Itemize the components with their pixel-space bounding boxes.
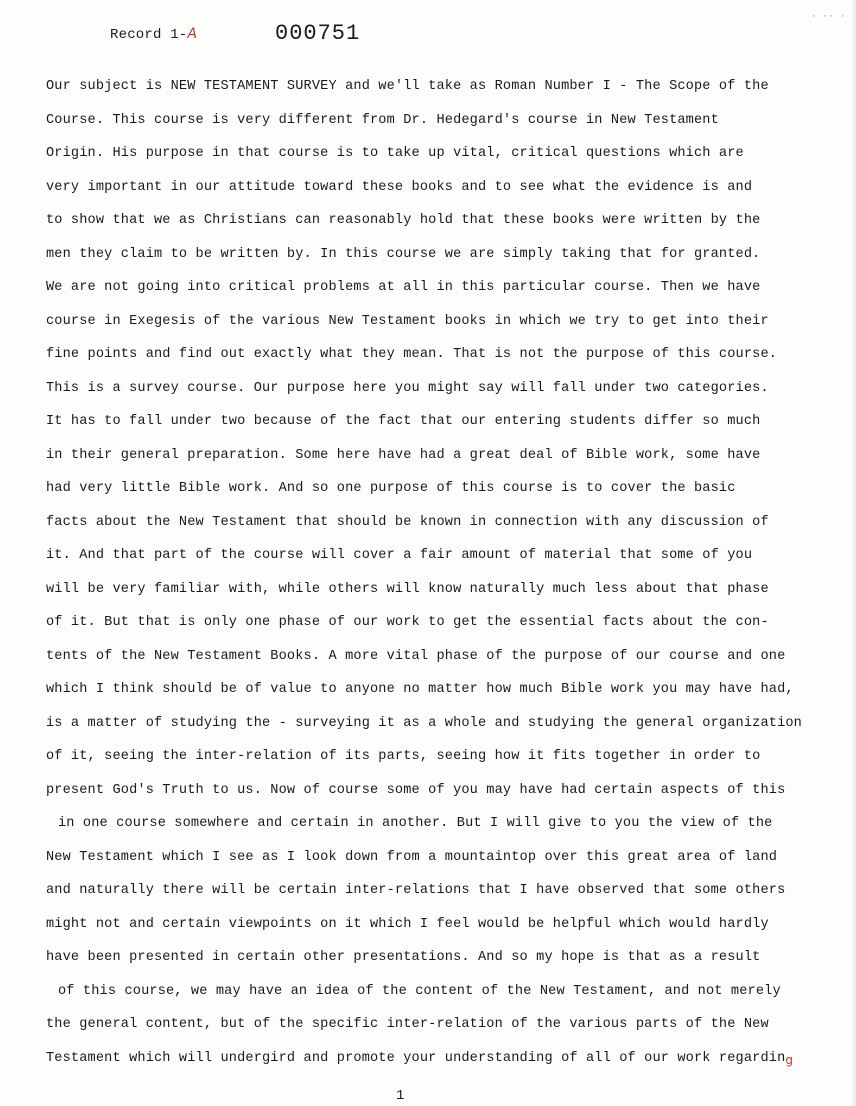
text-line: might not and certain viewpoints on it which I feel would be helpful which would hardly	[46, 916, 769, 932]
record-label	[110, 26, 197, 43]
text-line: Our subject is NEW TESTAMENT SURVEY and we'll take as Roman Number I - The Scope of the	[46, 79, 769, 94]
record-handwritten-mark: A	[187, 26, 198, 42]
text-line: This is a survey course. Our purpose here you might say will fall under two categories.	[46, 380, 769, 396]
transcript-body	[46, 70, 836, 1075]
document-number: 000751	[275, 21, 361, 46]
handwritten-correction-mark: g	[785, 1052, 794, 1067]
text-line: it. And that part of the course will cover a fair amount of material that some of you	[46, 548, 753, 563]
text-line: is a matter of studying the - surveying it as a whole and studying the general organization	[46, 715, 802, 731]
text-line: have been presented in certain other presentations. And so my hope is that as a result	[46, 950, 761, 965]
text-line: of it. But that is only one phase of our work to get the essential facts about the con-	[46, 615, 769, 630]
text-line: which I think should be of value to anyone no matter how much Bible work you may have had,	[46, 682, 794, 697]
text-line: course in Exegesis of the various New Testament books in which we try to get into their	[46, 313, 769, 329]
scan-edge-shadow	[850, 0, 856, 1106]
text-line: had very little Bible work. And so one purpose of this course is to cover the basic	[46, 481, 736, 496]
text-line: We are not going into critical problems at all in this particular course. Then we have	[46, 280, 761, 295]
text-line: of this course, we may have an idea of the content of the New Testament, and not merely	[58, 983, 781, 999]
text-line: will be very familiar with, while others will know naturally much less about that phase	[46, 581, 769, 597]
text-line: very important in our attitude toward these books and to see what the evidence is and	[46, 179, 753, 195]
text-line-last-content: Testament which will undergird and promote your understanding of all of our work regardin	[46, 1050, 786, 1066]
scan-speckle: · ·· ·	[811, 12, 846, 21]
text-line: tents of the New Testament Books. A more vital phase of the purpose of our course and one	[46, 648, 786, 664]
text-line: Origin. His purpose in that course is to take up vital, critical questions which are	[46, 146, 744, 161]
record-label-text: Record 1-	[110, 27, 188, 43]
text-line: fine points and find out exactly what they mean. That is not the purpose of this course.	[46, 347, 778, 362]
text-line: in one course somewhere and certain in another. But I will give to you the view of the	[58, 816, 773, 831]
text-line: facts about the New Testament that should be known in connection with any discussion of	[46, 514, 769, 530]
text-line: to show that we as Christians can reasonably hold that these books were written by the	[46, 213, 761, 228]
text-line: the general content, but of the specific inter-relation of the various parts of the New	[46, 1017, 769, 1032]
text-line: and naturally there will be certain inter-relations that I have observed that some others	[46, 883, 786, 898]
text-line: New Testament which I see as I look down from a mountaintop over this great area of land	[46, 849, 778, 865]
text-line: It has to fall under two because of the fact that our entering students differ so much	[46, 414, 761, 429]
text-line-last	[46, 1042, 836, 1076]
text-line: of it, seeing the inter-relation of its parts, seeing how it fits together in order to	[46, 749, 761, 764]
page-number: 1	[396, 1088, 405, 1104]
text-line: in their general preparation. Some here have had a great deal of Bible work, some have	[46, 447, 761, 463]
text-line: Course. This course is very different from Dr. Hedegard's course in New Testament	[46, 112, 719, 128]
text-line: men they claim to be written by. In this course we are simply taking that for granted.	[46, 246, 761, 262]
text-line: present God's Truth to us. Now of course some of you may have had certain aspects of this	[46, 782, 786, 798]
